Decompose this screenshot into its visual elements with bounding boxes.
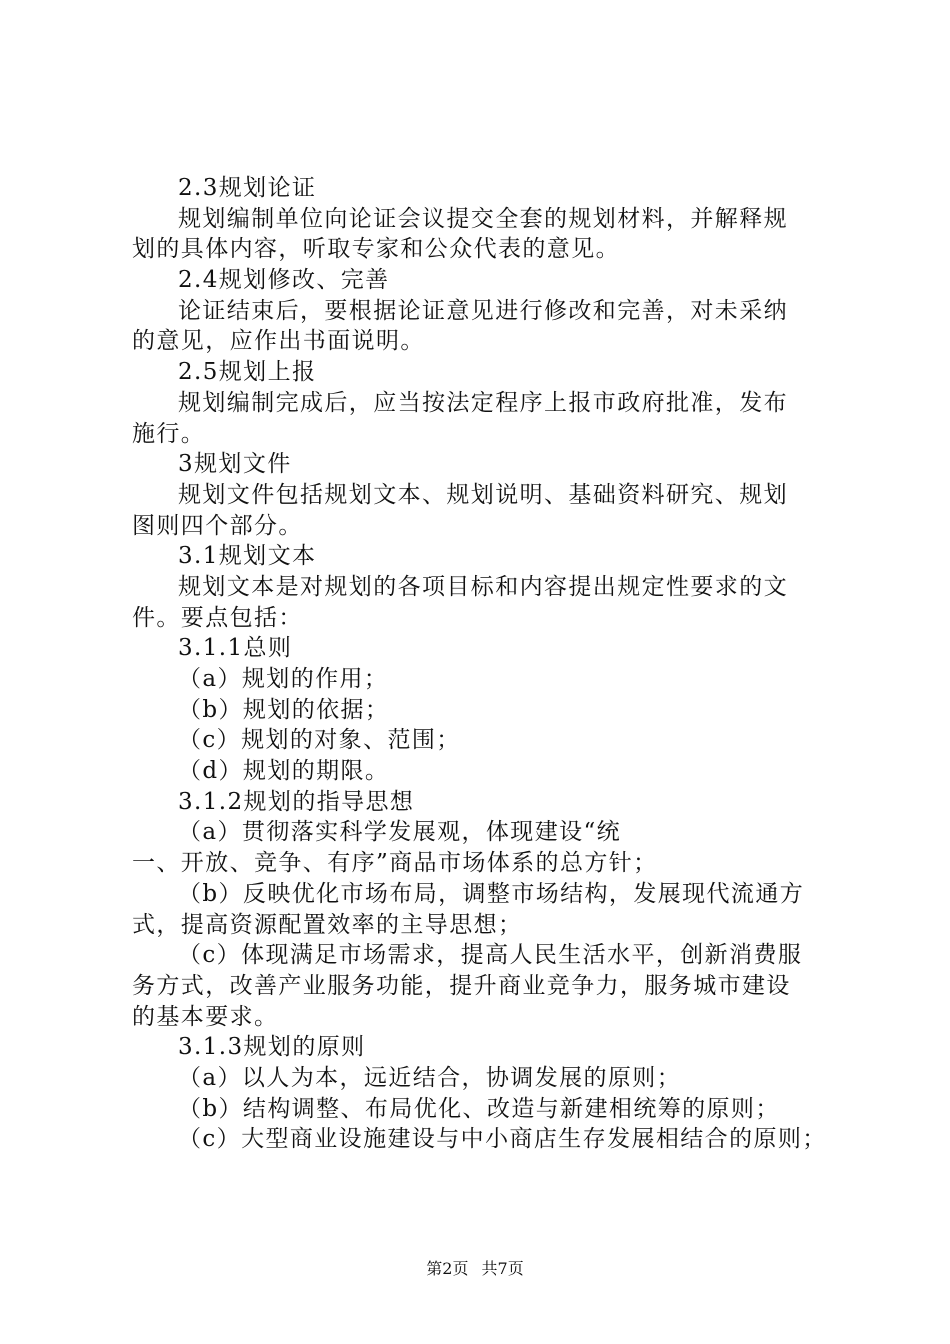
text-line: （c）规划的对象、范围；: [178, 727, 461, 754]
text-line: 件。要点包括：: [132, 604, 303, 631]
text-line: 规划文本是对规划的各项目标和内容提出规定性要求的文: [178, 573, 788, 600]
text-line: 2.3规划论证: [178, 175, 317, 201]
text-line: 规划文件包括规划文本、规划说明、基础资料研究、规划: [178, 481, 788, 508]
text-line: （b）规划的依据；: [178, 696, 390, 723]
text-line: （b）反映优化市场布局，调整市场结构，发展现代流通方: [178, 880, 805, 907]
page-number: 第2页: [426, 1259, 469, 1278]
text-line: （a）贯彻落实科学发展观，体现建设“统: [178, 819, 622, 846]
document-body: [132, 173, 832, 1155]
text-line: 3.1.2规划的指导思想: [178, 788, 415, 815]
text-line: 3.1规划文本: [178, 543, 317, 570]
text-line: 2.5规划上报: [178, 359, 317, 386]
text-line: （a）规划的作用；: [178, 666, 389, 692]
text-line: （c）大型商业设施建设与中小商店生存发展相结合的原则；: [178, 1126, 827, 1153]
text-line: 3.1.3规划的原则: [178, 1034, 366, 1061]
text-line: （b）结构调整、布局优化、改造与新建相统筹的原则；: [178, 1095, 780, 1122]
text-line: 式，提高资源配置效率的主导思想；: [132, 911, 523, 938]
page-footer: [0, 1256, 950, 1279]
text-line: 施行。: [132, 420, 206, 447]
text-line: 规划编制单位向论证会议提交全套的规划材料，并解释规: [178, 205, 788, 232]
text-line: 划的具体内容，听取专家和公众代表的意见。: [132, 236, 620, 263]
text-line: 务方式，改善产业服务功能，提升商业竞争力，服务城市建设: [132, 972, 791, 999]
text-line: （a）以人为本，远近结合，协调发展的原则；: [178, 1064, 682, 1091]
text-line: 3.1.1总则: [178, 635, 293, 662]
text-line: 一、开放、竞争、有序”商品市场体系的总方针；: [132, 850, 658, 877]
text-line: 的意见，应作出书面说明。: [132, 328, 425, 355]
text-line: 论证结束后，要根据论证意见进行修改和完善，对未采纳: [178, 297, 788, 324]
page-total: 共7页: [481, 1259, 524, 1278]
text-line: 2.4规划修改、完善: [178, 267, 390, 294]
text-line: （c）体现满足市场需求，提高人民生活水平，创新消费服: [178, 942, 803, 969]
text-line: 的基本要求。: [132, 1003, 279, 1030]
text-line: （d）规划的期限。: [178, 758, 390, 785]
text-line: 规划编制完成后，应当按法定程序上报市政府批准，发布: [178, 389, 788, 416]
text-line: 3规划文件: [178, 451, 292, 478]
text-line: 图则四个部分。: [132, 512, 303, 539]
